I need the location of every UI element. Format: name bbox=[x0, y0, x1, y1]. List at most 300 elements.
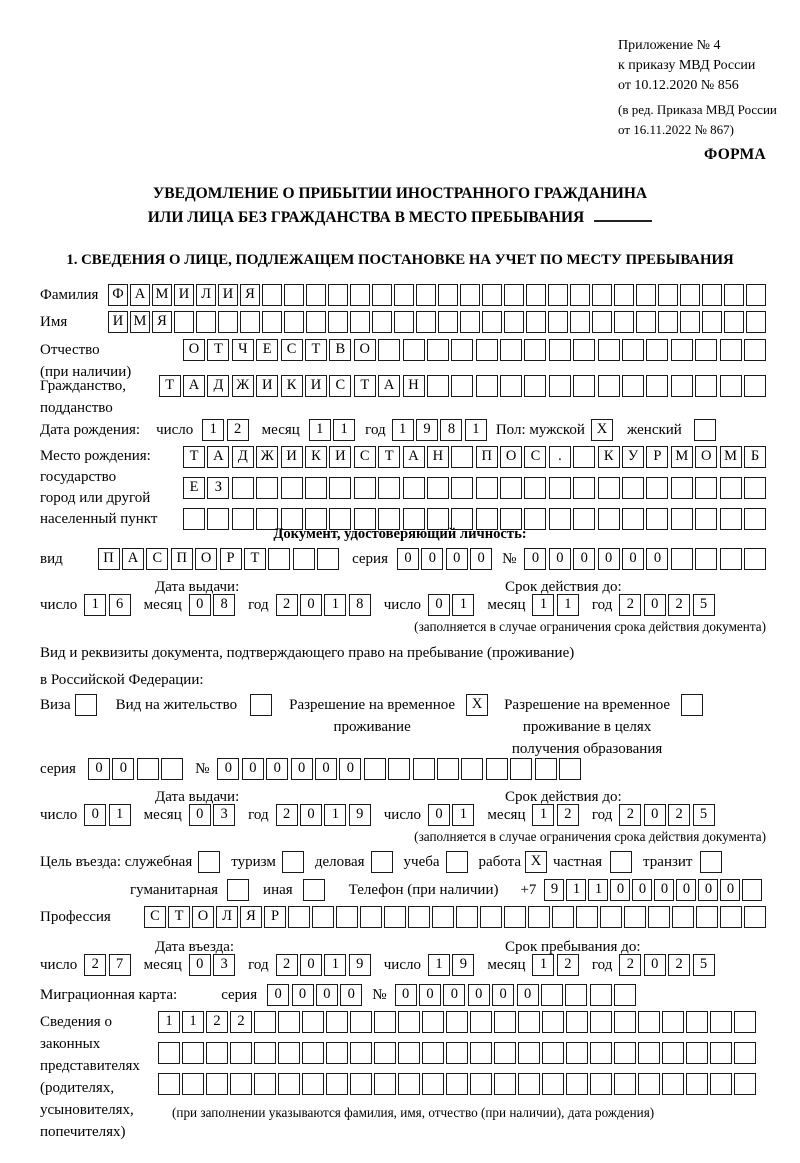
char-box[interactable]: Я bbox=[152, 311, 172, 333]
char-box[interactable] bbox=[302, 1011, 324, 1033]
char-box[interactable] bbox=[566, 1011, 588, 1033]
char-box[interactable]: X bbox=[525, 851, 547, 873]
char-box[interactable] bbox=[542, 1042, 564, 1064]
char-box[interactable]: 0 bbox=[632, 879, 652, 901]
char-box[interactable]: 2 bbox=[227, 419, 249, 441]
char-box[interactable] bbox=[364, 758, 386, 780]
char-box[interactable]: 0 bbox=[644, 954, 666, 976]
char-box[interactable] bbox=[598, 477, 620, 499]
char-box[interactable]: 7 bbox=[109, 954, 131, 976]
char-box[interactable] bbox=[734, 1073, 756, 1095]
char-box[interactable] bbox=[504, 284, 524, 306]
char-box[interactable]: С bbox=[281, 339, 303, 361]
char-box[interactable]: 0 bbox=[419, 984, 441, 1006]
char-box[interactable] bbox=[394, 311, 414, 333]
char-box[interactable] bbox=[638, 1042, 660, 1064]
char-box[interactable]: Р bbox=[264, 906, 286, 928]
char-box[interactable]: 0 bbox=[395, 984, 417, 1006]
char-box[interactable] bbox=[622, 375, 644, 397]
char-box[interactable] bbox=[416, 284, 436, 306]
char-box[interactable]: 0 bbox=[217, 758, 239, 780]
char-box[interactable] bbox=[451, 477, 473, 499]
char-box[interactable]: 5 bbox=[693, 804, 715, 826]
char-box[interactable] bbox=[614, 1011, 636, 1033]
char-box[interactable] bbox=[374, 1073, 396, 1095]
char-box[interactable]: 2 bbox=[276, 804, 298, 826]
char-box[interactable]: 2 bbox=[230, 1011, 252, 1033]
char-box[interactable] bbox=[422, 1073, 444, 1095]
char-box[interactable]: 0 bbox=[517, 984, 539, 1006]
char-box[interactable]: 1 bbox=[452, 804, 474, 826]
char-box[interactable] bbox=[702, 311, 722, 333]
char-box[interactable]: 1 bbox=[309, 419, 331, 441]
char-box[interactable]: Я bbox=[240, 284, 260, 306]
char-box[interactable] bbox=[198, 851, 220, 873]
char-box[interactable] bbox=[408, 906, 430, 928]
char-box[interactable]: 5 bbox=[693, 954, 715, 976]
char-box[interactable] bbox=[646, 375, 668, 397]
char-box[interactable]: Т bbox=[244, 548, 266, 570]
char-box[interactable] bbox=[744, 477, 766, 499]
char-box[interactable] bbox=[158, 1042, 180, 1064]
char-box[interactable]: А bbox=[403, 446, 425, 468]
char-box[interactable]: К bbox=[305, 446, 327, 468]
char-box[interactable]: 2 bbox=[619, 594, 641, 616]
char-box[interactable] bbox=[636, 311, 656, 333]
char-box[interactable] bbox=[510, 758, 532, 780]
char-box[interactable]: О bbox=[695, 446, 717, 468]
char-box[interactable] bbox=[610, 851, 632, 873]
char-box[interactable] bbox=[482, 284, 502, 306]
char-box[interactable] bbox=[724, 311, 744, 333]
char-box[interactable] bbox=[524, 375, 546, 397]
char-box[interactable] bbox=[614, 1073, 636, 1095]
char-box[interactable] bbox=[518, 1011, 540, 1033]
char-box[interactable] bbox=[232, 508, 254, 530]
char-box[interactable] bbox=[614, 984, 636, 1006]
char-box[interactable] bbox=[638, 1011, 660, 1033]
char-box[interactable] bbox=[695, 508, 717, 530]
char-box[interactable] bbox=[541, 984, 563, 1006]
char-box[interactable] bbox=[614, 311, 634, 333]
char-box[interactable] bbox=[549, 508, 571, 530]
char-box[interactable]: 0 bbox=[492, 984, 514, 1006]
char-box[interactable] bbox=[524, 508, 546, 530]
char-box[interactable] bbox=[350, 284, 370, 306]
char-box[interactable] bbox=[398, 1011, 420, 1033]
char-box[interactable] bbox=[570, 311, 590, 333]
char-box[interactable]: О bbox=[354, 339, 376, 361]
char-box[interactable] bbox=[548, 284, 568, 306]
char-box[interactable]: 0 bbox=[610, 879, 630, 901]
char-box[interactable]: 8 bbox=[440, 419, 462, 441]
char-box[interactable]: О bbox=[195, 548, 217, 570]
char-box[interactable]: 2 bbox=[206, 1011, 228, 1033]
char-box[interactable]: 2 bbox=[84, 954, 106, 976]
char-box[interactable] bbox=[470, 1011, 492, 1033]
char-box[interactable]: 0 bbox=[112, 758, 134, 780]
char-box[interactable] bbox=[446, 1011, 468, 1033]
char-box[interactable]: С bbox=[329, 375, 351, 397]
char-box[interactable] bbox=[416, 311, 436, 333]
char-box[interactable] bbox=[500, 375, 522, 397]
char-box[interactable] bbox=[256, 477, 278, 499]
char-box[interactable] bbox=[278, 1073, 300, 1095]
char-box[interactable] bbox=[328, 284, 348, 306]
char-box[interactable] bbox=[646, 339, 668, 361]
char-box[interactable] bbox=[75, 694, 97, 716]
char-box[interactable] bbox=[230, 1042, 252, 1064]
char-box[interactable] bbox=[671, 508, 693, 530]
char-box[interactable] bbox=[549, 339, 571, 361]
char-box[interactable]: А bbox=[207, 446, 229, 468]
char-box[interactable] bbox=[494, 1011, 516, 1033]
char-box[interactable] bbox=[638, 1073, 660, 1095]
char-box[interactable] bbox=[646, 477, 668, 499]
char-box[interactable] bbox=[254, 1073, 276, 1095]
char-box[interactable]: 0 bbox=[340, 984, 362, 1006]
char-box[interactable]: 0 bbox=[266, 758, 288, 780]
char-box[interactable] bbox=[600, 906, 622, 928]
char-box[interactable] bbox=[681, 694, 703, 716]
char-box[interactable] bbox=[504, 311, 524, 333]
char-box[interactable] bbox=[542, 1011, 564, 1033]
char-box[interactable]: 9 bbox=[452, 954, 474, 976]
char-box[interactable] bbox=[262, 284, 282, 306]
char-box[interactable] bbox=[158, 1073, 180, 1095]
char-box[interactable] bbox=[196, 311, 216, 333]
char-box[interactable]: 0 bbox=[316, 984, 338, 1006]
char-box[interactable]: И bbox=[281, 446, 303, 468]
char-box[interactable] bbox=[744, 508, 766, 530]
char-box[interactable]: О bbox=[183, 339, 205, 361]
char-box[interactable]: 2 bbox=[276, 594, 298, 616]
char-box[interactable]: 9 bbox=[416, 419, 438, 441]
char-box[interactable] bbox=[518, 1073, 540, 1095]
char-box[interactable]: П bbox=[98, 548, 120, 570]
char-box[interactable]: Т bbox=[354, 375, 376, 397]
char-box[interactable]: М bbox=[671, 446, 693, 468]
char-box[interactable]: Л bbox=[216, 906, 238, 928]
char-box[interactable]: 0 bbox=[720, 879, 740, 901]
char-box[interactable]: 0 bbox=[397, 548, 419, 570]
char-box[interactable] bbox=[671, 375, 693, 397]
char-box[interactable]: О bbox=[500, 446, 522, 468]
char-box[interactable] bbox=[284, 311, 304, 333]
char-box[interactable] bbox=[456, 906, 478, 928]
char-box[interactable] bbox=[671, 548, 693, 570]
char-box[interactable] bbox=[470, 1073, 492, 1095]
char-box[interactable] bbox=[559, 758, 581, 780]
char-box[interactable]: 2 bbox=[276, 954, 298, 976]
char-box[interactable] bbox=[446, 1042, 468, 1064]
char-box[interactable]: . bbox=[549, 446, 571, 468]
char-box[interactable] bbox=[326, 1073, 348, 1095]
char-box[interactable] bbox=[326, 1011, 348, 1033]
char-box[interactable]: Д bbox=[207, 375, 229, 397]
char-box[interactable]: Н bbox=[403, 375, 425, 397]
char-box[interactable] bbox=[398, 1042, 420, 1064]
char-box[interactable] bbox=[710, 1011, 732, 1033]
char-box[interactable] bbox=[746, 284, 766, 306]
char-box[interactable]: 0 bbox=[698, 879, 718, 901]
char-box[interactable] bbox=[695, 375, 717, 397]
char-box[interactable]: В bbox=[329, 339, 351, 361]
char-box[interactable] bbox=[476, 477, 498, 499]
char-box[interactable] bbox=[590, 1011, 612, 1033]
char-box[interactable] bbox=[174, 311, 194, 333]
char-box[interactable]: 1 bbox=[202, 419, 224, 441]
char-box[interactable] bbox=[695, 477, 717, 499]
char-box[interactable] bbox=[460, 311, 480, 333]
char-box[interactable] bbox=[528, 906, 550, 928]
char-box[interactable] bbox=[570, 284, 590, 306]
char-box[interactable] bbox=[394, 284, 414, 306]
char-box[interactable] bbox=[592, 311, 612, 333]
char-box[interactable]: 0 bbox=[291, 758, 313, 780]
char-box[interactable] bbox=[438, 284, 458, 306]
char-box[interactable] bbox=[384, 906, 406, 928]
char-box[interactable]: О bbox=[192, 906, 214, 928]
char-box[interactable] bbox=[742, 879, 762, 901]
char-box[interactable]: И bbox=[218, 284, 238, 306]
char-box[interactable] bbox=[535, 758, 557, 780]
char-box[interactable] bbox=[518, 1042, 540, 1064]
char-box[interactable]: 0 bbox=[654, 879, 674, 901]
char-box[interactable] bbox=[161, 758, 183, 780]
char-box[interactable]: 0 bbox=[644, 594, 666, 616]
char-box[interactable]: 0 bbox=[300, 954, 322, 976]
char-box[interactable] bbox=[486, 758, 508, 780]
char-box[interactable]: И bbox=[305, 375, 327, 397]
char-box[interactable] bbox=[378, 477, 400, 499]
char-box[interactable]: Р bbox=[646, 446, 668, 468]
char-box[interactable] bbox=[598, 339, 620, 361]
char-box[interactable]: 1 bbox=[324, 594, 346, 616]
char-box[interactable]: 9 bbox=[544, 879, 564, 901]
char-box[interactable] bbox=[427, 339, 449, 361]
char-box[interactable] bbox=[470, 1042, 492, 1064]
char-box[interactable]: 1 bbox=[557, 594, 579, 616]
char-box[interactable] bbox=[592, 284, 612, 306]
char-box[interactable]: 2 bbox=[557, 954, 579, 976]
char-box[interactable] bbox=[303, 879, 325, 901]
char-box[interactable]: И bbox=[329, 446, 351, 468]
char-box[interactable]: Р bbox=[220, 548, 242, 570]
char-box[interactable] bbox=[526, 311, 546, 333]
char-box[interactable]: Ж bbox=[256, 446, 278, 468]
char-box[interactable] bbox=[500, 477, 522, 499]
char-box[interactable] bbox=[437, 758, 459, 780]
char-box[interactable] bbox=[500, 339, 522, 361]
char-box[interactable] bbox=[476, 339, 498, 361]
char-box[interactable] bbox=[350, 1011, 372, 1033]
char-box[interactable] bbox=[398, 1073, 420, 1095]
char-box[interactable]: Т bbox=[378, 446, 400, 468]
char-box[interactable] bbox=[720, 548, 742, 570]
char-box[interactable] bbox=[672, 906, 694, 928]
char-box[interactable] bbox=[312, 906, 334, 928]
char-box[interactable] bbox=[658, 284, 678, 306]
char-box[interactable] bbox=[182, 1042, 204, 1064]
char-box[interactable] bbox=[378, 339, 400, 361]
char-box[interactable]: 0 bbox=[267, 984, 289, 1006]
char-box[interactable] bbox=[232, 477, 254, 499]
char-box[interactable] bbox=[710, 1042, 732, 1064]
char-box[interactable] bbox=[278, 1011, 300, 1033]
char-box[interactable] bbox=[230, 1073, 252, 1095]
char-box[interactable]: Ч bbox=[232, 339, 254, 361]
char-box[interactable] bbox=[422, 1042, 444, 1064]
char-box[interactable] bbox=[427, 477, 449, 499]
char-box[interactable] bbox=[413, 758, 435, 780]
char-box[interactable]: 0 bbox=[189, 954, 211, 976]
char-box[interactable]: 5 bbox=[693, 594, 715, 616]
char-box[interactable] bbox=[328, 311, 348, 333]
char-box[interactable] bbox=[566, 1042, 588, 1064]
char-box[interactable] bbox=[671, 477, 693, 499]
char-box[interactable]: 0 bbox=[189, 594, 211, 616]
char-box[interactable]: И bbox=[108, 311, 128, 333]
char-box[interactable]: 1 bbox=[182, 1011, 204, 1033]
char-box[interactable] bbox=[694, 419, 716, 441]
char-box[interactable] bbox=[206, 1042, 228, 1064]
char-box[interactable]: 9 bbox=[349, 804, 371, 826]
char-box[interactable] bbox=[250, 694, 272, 716]
char-box[interactable]: К bbox=[598, 446, 620, 468]
char-box[interactable] bbox=[427, 375, 449, 397]
char-box[interactable]: 1 bbox=[566, 879, 586, 901]
char-box[interactable]: П bbox=[476, 446, 498, 468]
char-box[interactable]: Т bbox=[159, 375, 181, 397]
char-box[interactable]: Е bbox=[183, 477, 205, 499]
char-box[interactable]: А bbox=[183, 375, 205, 397]
char-box[interactable] bbox=[306, 311, 326, 333]
char-box[interactable]: Д bbox=[232, 446, 254, 468]
char-box[interactable] bbox=[573, 375, 595, 397]
char-box[interactable]: М bbox=[720, 446, 742, 468]
char-box[interactable] bbox=[720, 508, 742, 530]
char-box[interactable] bbox=[451, 375, 473, 397]
char-box[interactable]: Т bbox=[168, 906, 190, 928]
char-box[interactable] bbox=[302, 1042, 324, 1064]
char-box[interactable]: Л bbox=[196, 284, 216, 306]
char-box[interactable] bbox=[524, 339, 546, 361]
char-box[interactable]: 1 bbox=[84, 594, 106, 616]
char-box[interactable] bbox=[622, 477, 644, 499]
char-box[interactable] bbox=[254, 1042, 276, 1064]
char-box[interactable]: Е bbox=[256, 339, 278, 361]
char-box[interactable] bbox=[350, 1042, 372, 1064]
char-box[interactable] bbox=[746, 311, 766, 333]
char-box[interactable]: З bbox=[207, 477, 229, 499]
char-box[interactable] bbox=[658, 311, 678, 333]
char-box[interactable] bbox=[662, 1011, 684, 1033]
char-box[interactable] bbox=[403, 477, 425, 499]
char-box[interactable] bbox=[302, 1073, 324, 1095]
char-box[interactable]: 1 bbox=[532, 804, 554, 826]
char-box[interactable] bbox=[372, 284, 392, 306]
char-box[interactable]: С bbox=[144, 906, 166, 928]
char-box[interactable]: 1 bbox=[333, 419, 355, 441]
char-box[interactable]: 1 bbox=[532, 594, 554, 616]
char-box[interactable]: 0 bbox=[242, 758, 264, 780]
char-box[interactable]: 0 bbox=[468, 984, 490, 1006]
char-box[interactable] bbox=[636, 284, 656, 306]
char-box[interactable]: Ж bbox=[232, 375, 254, 397]
char-box[interactable] bbox=[206, 1073, 228, 1095]
char-box[interactable]: Н bbox=[427, 446, 449, 468]
char-box[interactable]: 1 bbox=[109, 804, 131, 826]
char-box[interactable] bbox=[614, 1042, 636, 1064]
char-box[interactable]: 0 bbox=[189, 804, 211, 826]
char-box[interactable]: X bbox=[466, 694, 488, 716]
char-box[interactable] bbox=[662, 1042, 684, 1064]
char-box[interactable] bbox=[240, 311, 260, 333]
char-box[interactable] bbox=[183, 508, 205, 530]
char-box[interactable] bbox=[590, 1042, 612, 1064]
char-box[interactable] bbox=[293, 548, 315, 570]
char-box[interactable] bbox=[549, 375, 571, 397]
char-box[interactable] bbox=[460, 284, 480, 306]
char-box[interactable]: 1 bbox=[532, 954, 554, 976]
char-box[interactable] bbox=[552, 906, 574, 928]
char-box[interactable] bbox=[326, 1042, 348, 1064]
char-box[interactable]: 1 bbox=[158, 1011, 180, 1033]
char-box[interactable]: И bbox=[256, 375, 278, 397]
char-box[interactable] bbox=[446, 851, 468, 873]
char-box[interactable] bbox=[720, 906, 742, 928]
char-box[interactable]: С bbox=[524, 446, 546, 468]
char-box[interactable] bbox=[494, 1042, 516, 1064]
char-box[interactable] bbox=[662, 1073, 684, 1095]
char-box[interactable]: 1 bbox=[452, 594, 474, 616]
char-box[interactable]: 0 bbox=[88, 758, 110, 780]
char-box[interactable]: Б bbox=[744, 446, 766, 468]
char-box[interactable]: 1 bbox=[324, 804, 346, 826]
char-box[interactable] bbox=[354, 477, 376, 499]
char-box[interactable] bbox=[329, 477, 351, 499]
char-box[interactable] bbox=[336, 906, 358, 928]
char-box[interactable]: Т bbox=[183, 446, 205, 468]
char-box[interactable] bbox=[695, 339, 717, 361]
char-box[interactable]: 0 bbox=[339, 758, 361, 780]
char-box[interactable] bbox=[482, 311, 502, 333]
char-box[interactable] bbox=[686, 1011, 708, 1033]
char-box[interactable] bbox=[432, 906, 454, 928]
char-box[interactable]: 0 bbox=[84, 804, 106, 826]
char-box[interactable] bbox=[288, 906, 310, 928]
char-box[interactable]: 0 bbox=[428, 594, 450, 616]
char-box[interactable] bbox=[227, 879, 249, 901]
char-box[interactable] bbox=[710, 1073, 732, 1095]
char-box[interactable] bbox=[278, 1042, 300, 1064]
char-box[interactable]: У bbox=[622, 446, 644, 468]
char-box[interactable]: 0 bbox=[622, 548, 644, 570]
char-box[interactable] bbox=[648, 906, 670, 928]
char-box[interactable] bbox=[573, 508, 595, 530]
char-box[interactable]: 0 bbox=[315, 758, 337, 780]
char-box[interactable]: 2 bbox=[668, 594, 690, 616]
char-box[interactable] bbox=[696, 906, 718, 928]
char-box[interactable]: А bbox=[130, 284, 150, 306]
char-box[interactable] bbox=[744, 906, 766, 928]
char-box[interactable] bbox=[576, 906, 598, 928]
char-box[interactable] bbox=[695, 548, 717, 570]
char-box[interactable]: 8 bbox=[349, 594, 371, 616]
char-box[interactable]: К bbox=[281, 375, 303, 397]
char-box[interactable] bbox=[573, 339, 595, 361]
